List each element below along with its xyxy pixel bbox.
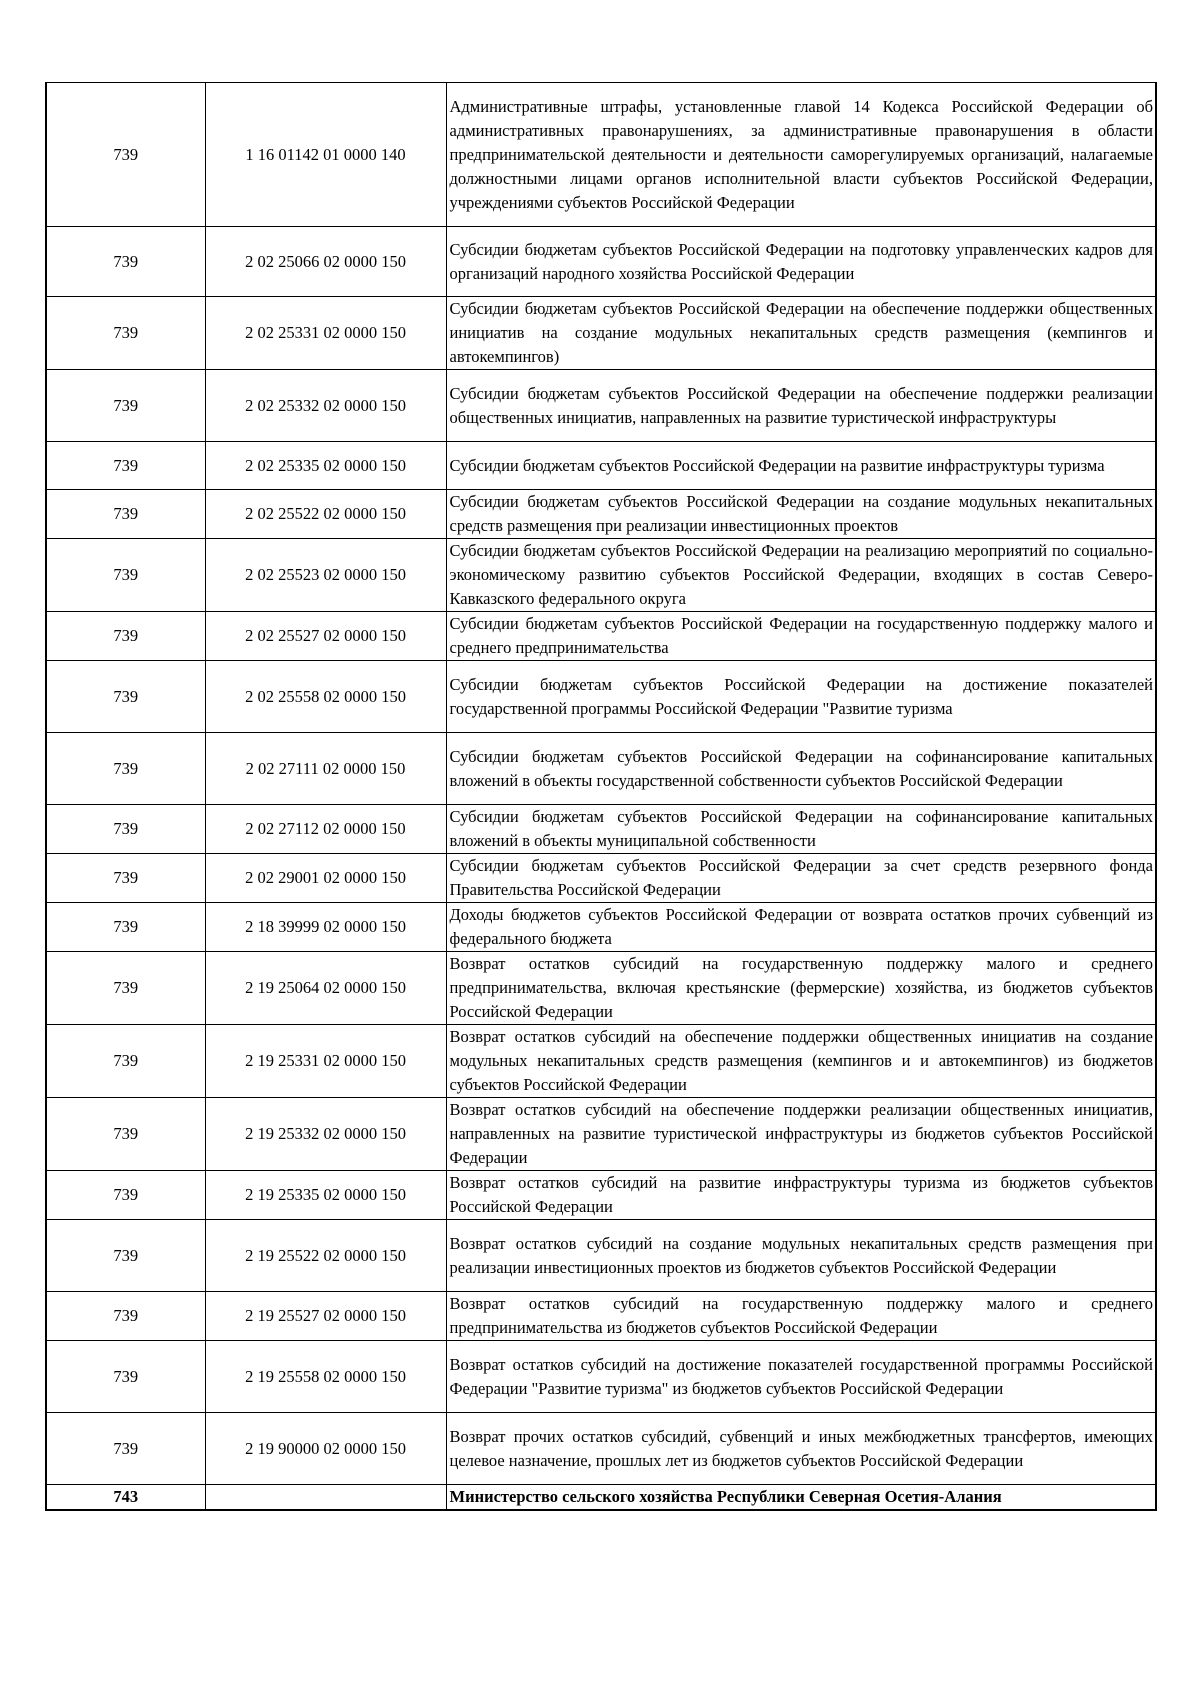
- description-cell: Возврат остатков субсидий на достижение показателей государственной программы Российской Федерации "Развитие туризма" из бюджетов субъектов Российской Федерации: [446, 1341, 1156, 1413]
- budget-code-cell: 2 02 27112 02 0000 150: [205, 805, 446, 854]
- budget-code-cell: 2 19 25527 02 0000 150: [205, 1292, 446, 1341]
- admin-code-cell: 739: [46, 370, 205, 442]
- budget-code-cell: 2 02 25527 02 0000 150: [205, 612, 446, 661]
- admin-code-cell: 739: [46, 1413, 205, 1485]
- description-cell: Доходы бюджетов субъектов Российской Федерации от возврата остатков прочих субвенций из федерального бюджета: [446, 903, 1156, 952]
- admin-code-cell: 739: [46, 297, 205, 370]
- budget-code-cell: 2 19 25558 02 0000 150: [205, 1341, 446, 1413]
- budget-code-cell: 2 19 90000 02 0000 150: [205, 1413, 446, 1485]
- table-row: [46, 370, 1156, 442]
- description-cell: Возврат остатков субсидий на создание модульных некапитальных средств размещения при реализации инвестиционных проектов из бюджетов субъектов Российской Федерации: [446, 1220, 1156, 1292]
- table-row: [46, 539, 1156, 612]
- admin-code-cell: 743: [46, 1485, 205, 1511]
- budget-code-cell: 2 02 25332 02 0000 150: [205, 370, 446, 442]
- admin-code-cell: 739: [46, 661, 205, 733]
- admin-code-cell: 739: [46, 1098, 205, 1171]
- budget-code-cell: 2 19 25331 02 0000 150: [205, 1025, 446, 1098]
- table-row: [46, 1485, 1156, 1511]
- description-cell: Возврат остатков субсидий на обеспечение поддержки общественных инициатив на создание модульных некапитальных средств размещения (кемпингов и и автокемпингов) из бюджетов субъектов Российской Федерации: [446, 1025, 1156, 1098]
- budget-code-cell: 2 02 25335 02 0000 150: [205, 442, 446, 490]
- revenue-codes-table: [45, 82, 1157, 1511]
- budget-code-cell: 2 19 25335 02 0000 150: [205, 1171, 446, 1220]
- description-cell: Возврат прочих остатков субсидий, субвенций и иных межбюджетных трансфертов, имеющих целевое назначение, прошлых лет из бюджетов субъектов Российской Федерации: [446, 1413, 1156, 1485]
- table-row: [46, 490, 1156, 539]
- table-row: [46, 805, 1156, 854]
- admin-code-cell: 739: [46, 227, 205, 297]
- admin-code-cell: 739: [46, 733, 205, 805]
- table-row: [46, 952, 1156, 1025]
- budget-code-cell: 2 19 25064 02 0000 150: [205, 952, 446, 1025]
- description-cell: Возврат остатков субсидий на обеспечение поддержки реализации общественных инициатив, направленных на развитие туристической инфраструктуры из бюджетов субъектов Российской Федерации: [446, 1098, 1156, 1171]
- admin-code-cell: 739: [46, 490, 205, 539]
- table-row: [46, 612, 1156, 661]
- table-row: [46, 854, 1156, 903]
- budget-code-cell: 2 02 27111 02 0000 150: [205, 733, 446, 805]
- table-row: [46, 1292, 1156, 1341]
- budget-code-cell: 2 02 25331 02 0000 150: [205, 297, 446, 370]
- description-cell: Субсидии бюджетам субъектов Российской Федерации на государственную поддержку малого и среднего предпринимательства: [446, 612, 1156, 661]
- description-cell: Субсидии бюджетам субъектов Российской Федерации на реализацию мероприятий по социально-экономическому развитию субъектов Российской Федерации, входящих в состав Северо-Кавказского федерального округа: [446, 539, 1156, 612]
- description-cell: Министерство сельского хозяйства Республики Северная Осетия-Алания: [446, 1485, 1156, 1511]
- table-row: [46, 903, 1156, 952]
- admin-code-cell: 739: [46, 903, 205, 952]
- table-row: [46, 1341, 1156, 1413]
- table-row: [46, 83, 1156, 227]
- admin-code-cell: 739: [46, 539, 205, 612]
- admin-code-cell: 739: [46, 805, 205, 854]
- description-cell: Субсидии бюджетам субъектов Российской Федерации на обеспечение поддержки общественных инициатив на создание модульных некапитальных средств размещения (кемпингов и автокемпингов): [446, 297, 1156, 370]
- admin-code-cell: 739: [46, 442, 205, 490]
- table-row: [46, 227, 1156, 297]
- description-cell: Субсидии бюджетам субъектов Российской Федерации на подготовку управленческих кадров для организаций народного хозяйства Российской Федерации: [446, 227, 1156, 297]
- description-cell: Субсидии бюджетам субъектов Российской Федерации на создание модульных некапитальных средств размещения при реализации инвестиционных проектов: [446, 490, 1156, 539]
- admin-code-cell: 739: [46, 952, 205, 1025]
- description-cell: Субсидии бюджетам субъектов Российской Федерации на развитие инфраструктуры туризма: [446, 442, 1156, 490]
- admin-code-cell: 739: [46, 612, 205, 661]
- table-row: [46, 1413, 1156, 1485]
- table-row: [46, 661, 1156, 733]
- table-body: [46, 83, 1156, 1511]
- description-cell: Административные штрафы, установленные главой 14 Кодекса Российской Федерации об административных правонарушениях, за административные правонарушения в области предпринимательской деятельности и деятельности саморегулируемых организаций, налагаемые должностными лицами органов исполнительной власти субъектов Российской Федерации, учреждениями субъектов Российской Федерации: [446, 83, 1156, 227]
- budget-code-cell: 2 18 39999 02 0000 150: [205, 903, 446, 952]
- table-row: [46, 1171, 1156, 1220]
- admin-code-cell: 739: [46, 1220, 205, 1292]
- admin-code-cell: 739: [46, 1025, 205, 1098]
- table-row: [46, 1220, 1156, 1292]
- budget-code-cell: 2 02 25558 02 0000 150: [205, 661, 446, 733]
- admin-code-cell: 739: [46, 1171, 205, 1220]
- admin-code-cell: 739: [46, 83, 205, 227]
- budget-code-cell: 2 02 25522 02 0000 150: [205, 490, 446, 539]
- description-cell: Субсидии бюджетам субъектов Российской Федерации на софинансирование капитальных вложений в объекты государственной собственности субъектов Российской Федерации: [446, 733, 1156, 805]
- budget-code-cell: 1 16 01142 01 0000 140: [205, 83, 446, 227]
- budget-code-cell: 2 19 25522 02 0000 150: [205, 1220, 446, 1292]
- table-row: [46, 297, 1156, 370]
- description-cell: Возврат остатков субсидий на государственную поддержку малого и среднего предпринимательства, включая крестьянские (фермерские) хозяйства, из бюджетов субъектов Российской Федерации: [446, 952, 1156, 1025]
- table-row: [46, 442, 1156, 490]
- budget-code-cell: [205, 1485, 446, 1511]
- table-row: [46, 1025, 1156, 1098]
- table-row: [46, 1098, 1156, 1171]
- description-cell: Субсидии бюджетам субъектов Российской Федерации на достижение показателей государственной программы Российской Федерации "Развитие туризма: [446, 661, 1156, 733]
- description-cell: Субсидии бюджетам субъектов Российской Федерации на обеспечение поддержки реализации общественных инициатив, направленных на развитие туристической инфраструктуры: [446, 370, 1156, 442]
- table-row: [46, 733, 1156, 805]
- admin-code-cell: 739: [46, 1341, 205, 1413]
- budget-code-cell: 2 02 25066 02 0000 150: [205, 227, 446, 297]
- budget-code-cell: 2 02 25523 02 0000 150: [205, 539, 446, 612]
- description-cell: Субсидии бюджетам субъектов Российской Федерации на софинансирование капитальных вложений в объекты муниципальной собственности: [446, 805, 1156, 854]
- description-cell: Возврат остатков субсидий на государственную поддержку малого и среднего предпринимательства из бюджетов субъектов Российской Федерации: [446, 1292, 1156, 1341]
- budget-code-cell: 2 02 29001 02 0000 150: [205, 854, 446, 903]
- budget-code-cell: 2 19 25332 02 0000 150: [205, 1098, 446, 1171]
- admin-code-cell: 739: [46, 854, 205, 903]
- admin-code-cell: 739: [46, 1292, 205, 1341]
- description-cell: Возврат остатков субсидий на развитие инфраструктуры туризма из бюджетов субъектов Российской Федерации: [446, 1171, 1156, 1220]
- description-cell: Субсидии бюджетам субъектов Российской Федерации за счет средств резервного фонда Правительства Российской Федерации: [446, 854, 1156, 903]
